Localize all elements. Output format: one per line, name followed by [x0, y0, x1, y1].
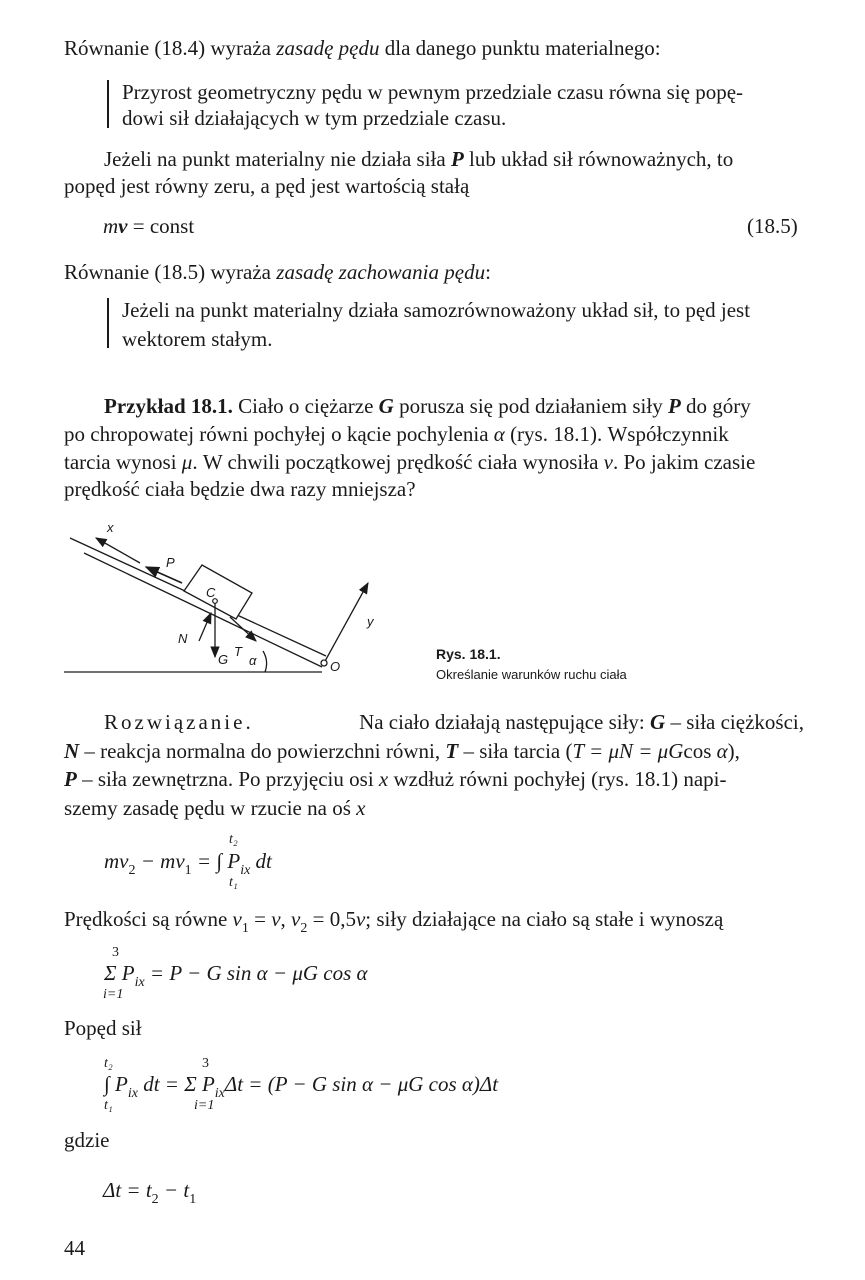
force-t-arrow [230, 617, 256, 641]
quote-2-line-1: Jeżeli na punkt materialny działa samozrównoważony układ sił, to pęd jest [122, 298, 751, 322]
figure-caption-title: Rys. 18.1. [436, 646, 501, 662]
page-number: 44 [64, 1236, 85, 1260]
example-line-2: po chropowatej równi pochyłej o kącie pochylenia α (rys. 18.1). Współczynnik [64, 422, 729, 446]
solution-line-3: P – siła zewnętrzna. Po przyjęciu osi x wzdłuż równi pochyłej (rys. 18.1) napi- [64, 767, 727, 791]
eq1-upper-limit: t₂ [229, 832, 238, 847]
equation-number-18-5: (18.5) [747, 214, 798, 238]
label-p: P [166, 555, 175, 570]
figure-inclined-plane [60, 515, 430, 695]
eq3-upper-limit-3: 3 [202, 1056, 209, 1071]
y-axis-arrow [324, 583, 368, 663]
label-g: G [218, 652, 229, 667]
eq3-lower-limit-i: i=1 [194, 1098, 215, 1113]
eq2-lower-limit: i=1 [103, 987, 124, 1002]
paragraph-1: Równanie (18.4) wyraża zasadę pędu dla danego punktu materialnego: [64, 36, 661, 60]
eq2-upper-limit: 3 [112, 945, 119, 960]
eq1-lower-limit: t₁ [229, 875, 238, 890]
x-axis-arrow [96, 538, 140, 563]
example-line-4: prędkość ciała będzie dwa razy mniejsza? [64, 477, 416, 501]
quote-2-line-2: wektorem stałym. [122, 327, 273, 351]
label-alpha: α [249, 653, 257, 668]
label-y: y [367, 614, 374, 629]
equation-momentum: $mv_2 - mv_1$ = ∫ $P_{ix}$ dt [104, 849, 272, 878]
equation-sum-forces: Σ $P_{ix} = P - G$ sin α − μG cos α [104, 961, 368, 990]
paragraph-velocities: Prędkości są równe $v_1 = v$, $v_2 = 0,5v$; siły działające na ciało są stałe i wynoszą [64, 907, 724, 936]
paragraph-3: Równanie (18.5) wyraża zasadę zachowania pędu: [64, 260, 491, 284]
label-c: C [206, 585, 216, 600]
origin-point [321, 660, 327, 666]
figure-caption-text: Określanie warunków ruchu ciała [436, 667, 627, 682]
example-title: Przykład 18.1. [104, 394, 233, 418]
label-x: x [107, 520, 114, 535]
force-n-arrow [199, 613, 211, 641]
paragraph-2-line-1: Jeżeli na punkt materialny nie działa siła P lub układ sił równoważnych, to [104, 147, 734, 171]
paragraph-2-line-2: popęd jest równy zeru, a pęd jest wartością stałą [64, 174, 470, 198]
label-n: N [178, 631, 188, 646]
equation-delta-t: $\Delta t = t_2 - t_1$ [103, 1178, 197, 1207]
quote-bar-1 [107, 80, 109, 128]
quote-bar-2 [107, 298, 109, 348]
example-line-3: tarcia wynosi μ. W chwili początkowej prędkość ciała wynosiła v. Po jakim czasie [64, 450, 756, 474]
block-body [184, 565, 252, 619]
solution-line-4: szemy zasadę pędu w rzucie na oś x [64, 796, 366, 820]
example-line-1: Przykład 18.1. Ciało o ciężarze G porusza się pod działaniem siły P do góry [104, 394, 751, 418]
equation-impulse: ∫ $P_{ix}$ dt = Σ $P_{ix}\Delta t = (P - G$ sin α − μG cos α)Δt [104, 1072, 499, 1101]
paragraph-impulse: Popęd sił [64, 1016, 142, 1040]
solution-line-1: Rozwiązanie. Na ciało działają następujące siły: G – siła ciężkości, [104, 710, 804, 734]
label-t: T [234, 644, 242, 659]
angle-alpha-arc [263, 651, 267, 672]
word-gdzie: gdzie [64, 1128, 110, 1152]
eq3-upper-limit-t: t₂ [104, 1056, 113, 1071]
solution-line-2: N – reakcja normalna do powierzchni równi, T – siła tarcia (T = μN = μGcos α), [64, 739, 740, 763]
label-o: O [330, 659, 341, 674]
eq3-lower-limit-t: t₁ [104, 1098, 113, 1113]
quote-1-line-2: dowi sił działających w tym przedziale czasu. [122, 106, 507, 130]
quote-1-line-1: Przyrost geometryczny pędu w pewnym przedziale czasu równa się popę- [122, 80, 744, 104]
equation-18-5: mv = const [103, 214, 195, 238]
